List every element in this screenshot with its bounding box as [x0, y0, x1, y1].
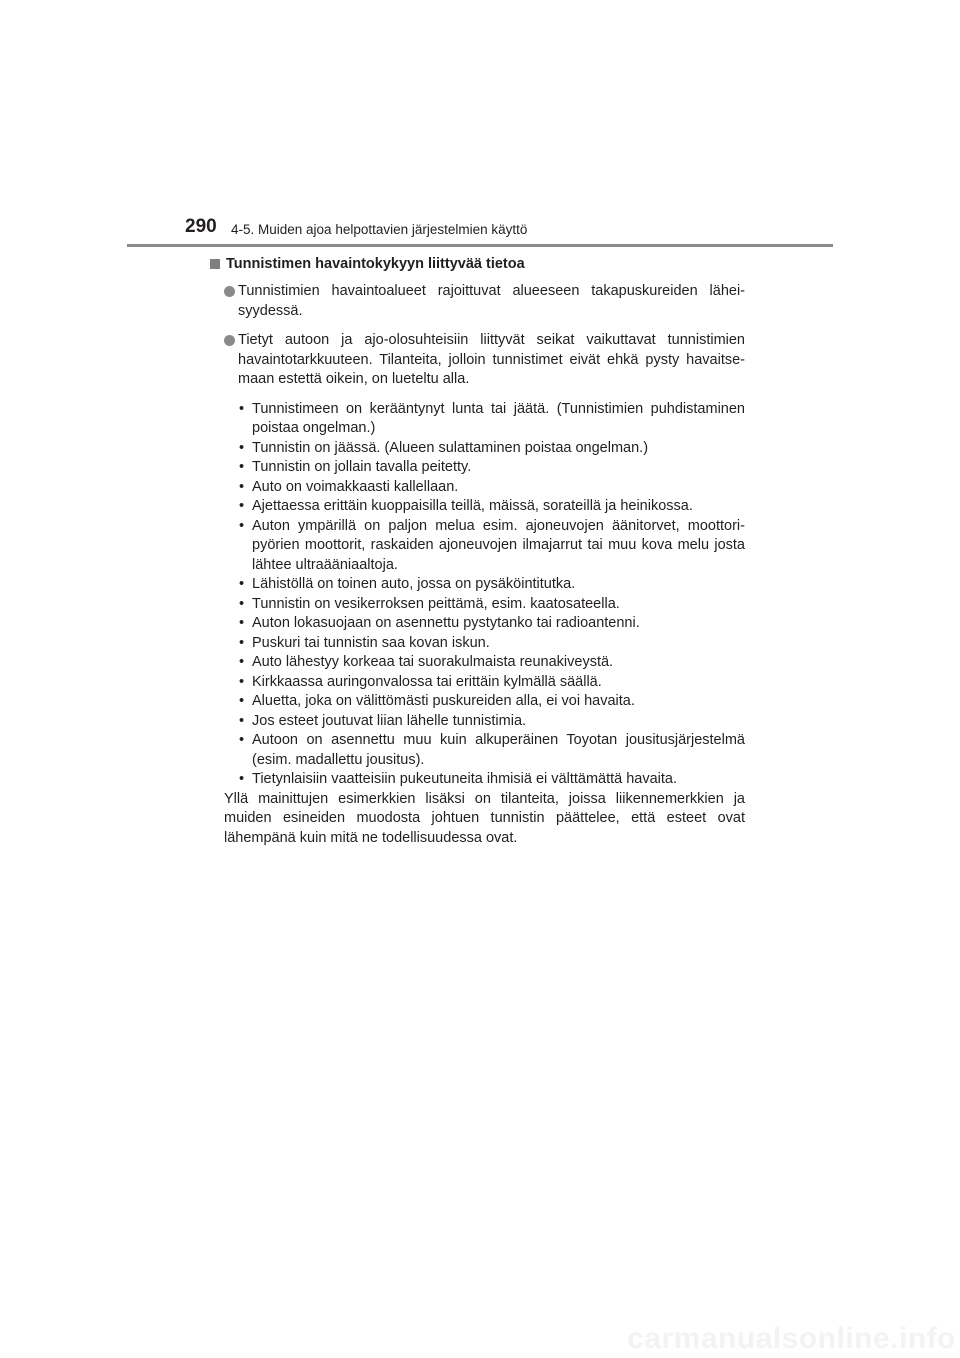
list-item [238, 770, 745, 790]
list-item-text: Auton ympärillä on paljon melua esim. ajoneuvojen äänitorvet, moottori-pyörien moottorit, raskaiden ajoneuvojen ilmajarrut tai muu kova melu josta lähtee ultraääniaaltoja. [252, 517, 745, 573]
list-item-text: Tietynlaisiin vaatteisiin pukeutuneita ihmisiä ei välttämättä havaita. [252, 771, 678, 787]
list-item-text: Kirkkaassa auringonvalossa tai erittäin kylmällä säällä. [252, 673, 602, 690]
list-item [238, 458, 745, 478]
bullet-dot-icon: • [239, 517, 245, 534]
list-item [238, 517, 745, 576]
bullet-dot-icon: • [239, 771, 245, 787]
bullet-dot-icon: • [239, 400, 245, 417]
bullet-dot-icon: • [239, 712, 245, 729]
section-heading [208, 255, 745, 273]
paragraph-sensing-area [208, 282, 745, 321]
list-item-text: Tunnistimeen on kerääntynyt lunta tai jäätä. (Tunnistimien puhdistaminen poistaa ongelman.) [252, 400, 745, 436]
bullet-dot-icon: • [239, 478, 245, 495]
list-item-text: Auto on voimakkaasti kallellaan. [252, 478, 459, 495]
bullet-dot-icon: • [239, 459, 245, 475]
bullet-dot-icon: • [239, 576, 245, 592]
bullet-dot-icon: • [239, 439, 245, 456]
circle-bullet-icon [224, 335, 235, 346]
list-item-text: Puskuri tai tunnistin saa kovan iskun. [252, 634, 490, 651]
bullet-dot-icon: • [239, 693, 245, 709]
list-item [238, 575, 745, 595]
list-item-text: Auto lähestyy korkeaa tai suorakulmaista reunakiveystä. [252, 654, 614, 670]
list-item [238, 595, 745, 615]
list-item-text: Tunnistin on jäässä. (Alueen sulattaminen poistaa ongelman.) [252, 439, 649, 456]
page-number: 290 [185, 216, 217, 237]
square-bullet-icon [210, 259, 220, 269]
list-item [238, 673, 745, 693]
list-item [238, 614, 745, 634]
bullet-dot-icon: • [239, 498, 245, 514]
watermark: carmanualsonline.info [627, 1322, 956, 1355]
list-item-text: Tunnistin on vesikerroksen peittämä, esim. kaatosateella. [252, 595, 620, 612]
bullet-dot-icon: • [239, 654, 245, 670]
list-item [238, 439, 745, 459]
list-item [238, 731, 745, 770]
header-rule [127, 244, 833, 247]
list-item [238, 712, 745, 732]
section-heading-text: Tunnistimen havaintokykyyn liittyvää tietoa [226, 256, 525, 272]
list-item-text: Lähistöllä on toinen auto, jossa on pysäköintitutka. [252, 576, 576, 592]
bullet-dot-icon: • [239, 673, 245, 690]
paragraph-conditions [208, 331, 745, 390]
list-item-text: Aluetta, joka on välittömästi puskureiden alla, ei voi havaita. [252, 693, 635, 709]
closing-paragraph: Yllä mainittujen esimerkkien lisäksi on tilanteita, joissa liikennemerkkien ja muiden esineiden muodosta johtuen tunnistin päättelee, että esteet ovat lähempänä kuin mitä ne todellisuudessa ovat. [224, 790, 745, 846]
list-item [238, 400, 745, 439]
list-item-text: Tunnistin on jollain tavalla peitetty. [252, 459, 472, 475]
bullet-dot-icon: • [239, 595, 245, 612]
content-area [208, 255, 745, 848]
chapter-title: 4-5. Muiden ajoa helpottavien järjestelmien käyttö [231, 222, 528, 237]
list-item-text: Autoon on asennettu muu kuin alkuperäinen Toyotan jousitusjärjestelmä (esim. madallettu jousitus). [252, 732, 745, 768]
bullet-dot-icon: • [239, 732, 245, 748]
list-item-text: Ajettaessa erittäin kuoppaisilla teillä, mäissä, sorateillä ja heinikossa. [252, 498, 693, 514]
paragraph-text: Tietyt autoon ja ajo-olosuhteisiin liittyvät seikat vaikuttavat tunnistimien havaintotarkkuuteen. Tilanteita, jolloin tunnistimet eivät ehkä pysty havaitse-maan estettä oikein, on lueteltu alla. [238, 332, 745, 387]
bullet-dot-icon: • [239, 615, 245, 631]
list-item-text: Auton lokasuojaan on asennettu pystytanko tai radioantenni. [252, 615, 640, 631]
paragraph-text: Tunnistimien havaintoalueet rajoittuvat alueeseen takapuskureiden lähei-syydessä. [238, 283, 745, 319]
circle-bullet-icon [224, 286, 235, 297]
list-item-text: Jos esteet joutuvat liian lähelle tunnistimia. [252, 712, 527, 729]
list-item [238, 634, 745, 654]
list-item [238, 692, 745, 712]
list-item [238, 497, 745, 517]
list-item [238, 478, 745, 498]
condition-list [208, 400, 745, 790]
list-item [238, 653, 745, 673]
bullet-dot-icon: • [239, 634, 245, 651]
